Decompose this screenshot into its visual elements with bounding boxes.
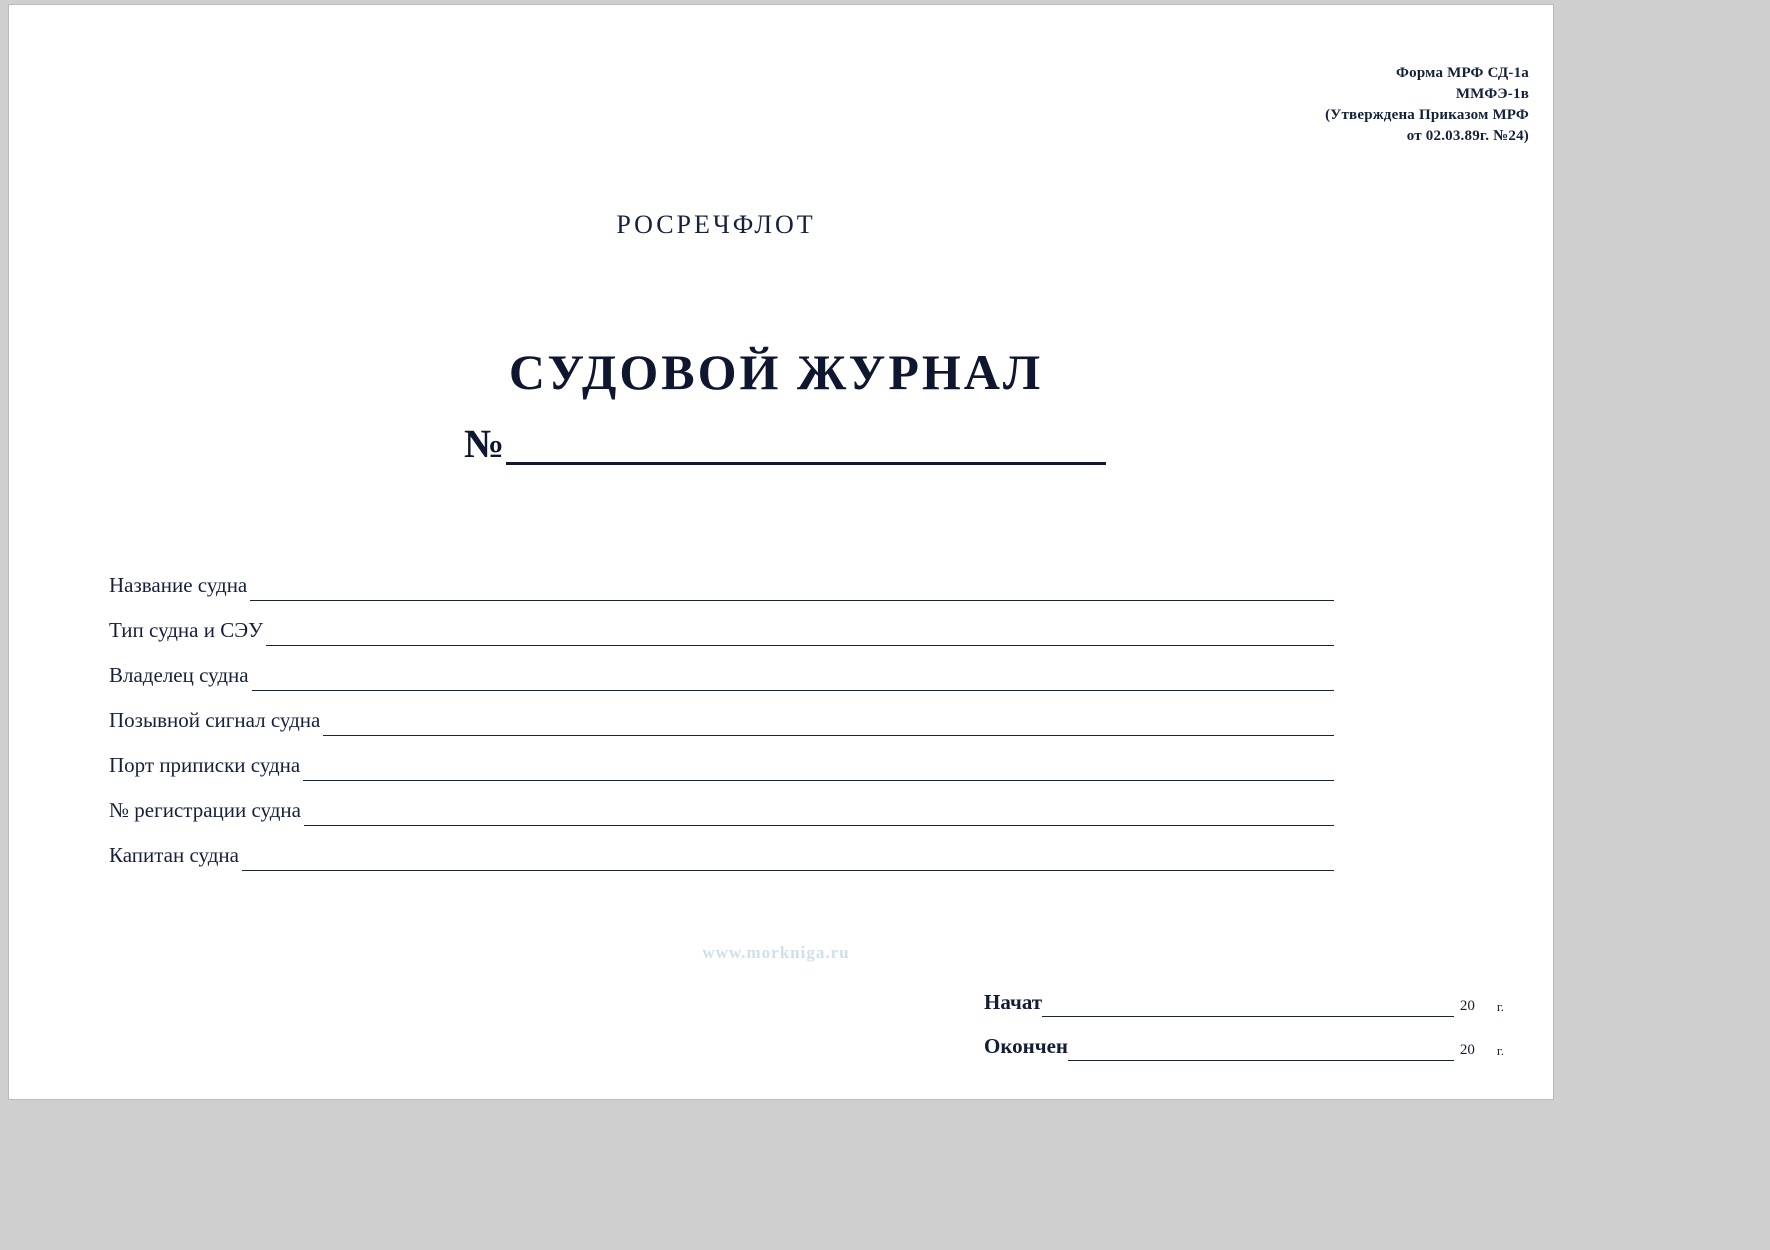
field-row-call-sign [109, 691, 1334, 736]
watermark-text: www.morkniga.ru [702, 943, 850, 962]
field-label-home-port: Порт приписки судна [109, 753, 301, 777]
number-sign: № [464, 421, 505, 466]
journal-number-input[interactable] [506, 426, 1106, 465]
field-input-vessel-type[interactable] [266, 623, 1334, 646]
field-label-call-sign: Позывной сигнал судна [109, 708, 321, 732]
field-input-call-sign[interactable] [323, 713, 1334, 736]
page-title-text: СУДОВОЙ ЖУРНАЛ [508, 344, 1044, 400]
field-row-vessel-owner [109, 646, 1334, 691]
field-input-vessel-name[interactable] [250, 578, 1334, 601]
finished-year-suffix: г. [1496, 1043, 1504, 1058]
finished-year-prefix: 20 [1459, 1042, 1475, 1058]
started-input[interactable] [1042, 996, 1454, 1017]
started-row [984, 973, 1504, 1017]
finished-input[interactable] [1068, 1040, 1454, 1061]
field-input-home-port[interactable] [303, 758, 1334, 781]
field-label-registration-number: № регистрации судна [109, 798, 301, 822]
field-label-vessel-name: Название судна [109, 573, 248, 597]
field-input-vessel-owner[interactable] [252, 668, 1334, 691]
field-label-vessel-owner: Владелец судна [109, 663, 249, 687]
finished-row [984, 1017, 1504, 1061]
form-reference-line-2: ММФЭ-1в [1455, 86, 1529, 102]
started-year-prefix: 20 [1459, 998, 1475, 1014]
started-label: Начат [984, 990, 1043, 1014]
ministry-heading-text: РОСРЕЧФЛОТ [616, 210, 816, 239]
document-page [8, 4, 1554, 1100]
form-reference-line-3: (Утверждена Приказом МРФ [1325, 107, 1529, 123]
field-label-captain: Капитан судна [109, 843, 239, 867]
field-row-captain [109, 826, 1334, 871]
field-row-vessel-name [109, 556, 1334, 601]
field-input-registration-number[interactable] [304, 803, 1334, 826]
field-input-captain[interactable] [242, 848, 1334, 871]
form-reference-line-1: Форма МРФ СД-1а [1396, 65, 1529, 81]
field-label-vessel-type: Тип судна и СЭУ [109, 618, 263, 642]
field-row-home-port [109, 736, 1334, 781]
page-title [9, 343, 1553, 401]
journal-number-row [464, 423, 1106, 465]
vessel-fields [109, 556, 1334, 871]
journal-dates-block [984, 973, 1504, 1061]
field-row-registration-number [109, 781, 1334, 826]
finished-label: Окончен [984, 1034, 1069, 1058]
form-reference-block [1325, 63, 1529, 147]
field-row-vessel-type [109, 601, 1334, 646]
form-reference-line-4: от 02.03.89г. №24) [1406, 128, 1529, 144]
ministry-heading [9, 210, 1553, 240]
started-year-suffix: г. [1496, 999, 1504, 1014]
watermark [9, 943, 1553, 963]
